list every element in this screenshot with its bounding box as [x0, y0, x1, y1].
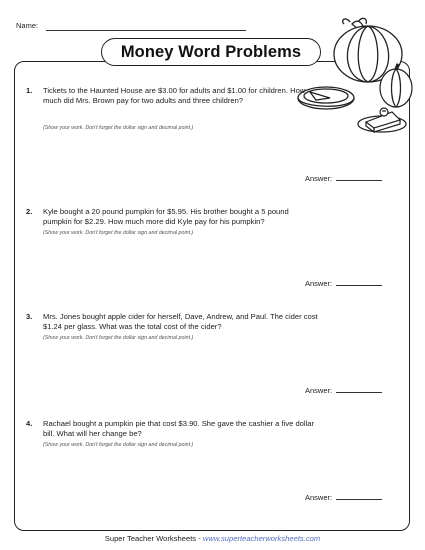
- autumn-illustration: [296, 12, 421, 142]
- problem-number: 3.: [26, 312, 33, 321]
- problem-number: 4.: [26, 419, 33, 428]
- answer-label: Answer:: [305, 174, 333, 183]
- footer: [0, 534, 425, 543]
- answer-row-2: [305, 279, 382, 288]
- answer-row-1: [305, 174, 382, 183]
- answer-row-4: [305, 493, 382, 502]
- problem-note: (Show your work. Don't forget the dollar sign and decimal point.): [43, 442, 194, 448]
- footer-url-link[interactable]: www.superteacherworksheets.com: [202, 534, 321, 543]
- problem-number: 2.: [26, 207, 33, 216]
- answer-label: Answer:: [305, 386, 333, 395]
- answer-line: [336, 174, 382, 181]
- footer-separator: -: [196, 534, 203, 543]
- footer-site-name: Super Teacher Worksheets: [104, 534, 197, 543]
- answer-line: [336, 493, 382, 500]
- answer-row-3: [305, 386, 382, 395]
- answer-line: [336, 386, 382, 393]
- problem-note: (Show your work. Don't forget the dollar sign and decimal point.): [43, 230, 194, 236]
- name-label: Name:: [16, 21, 39, 30]
- answer-label: Answer:: [305, 493, 333, 502]
- answer-line: [336, 279, 382, 286]
- problem-text: Kyle bought a 20 pound pumpkin for $5.95. His brother bought a 5 pound pumpkin for $2.29. How much more did Kyle pay for his pumpkin?: [43, 207, 289, 227]
- problem-note: (Show your work. Don't forget the dollar sign and decimal point.): [43, 125, 194, 131]
- problem-note: (Show your work. Don't forget the dollar sign and decimal point.): [43, 335, 194, 341]
- pie-slice-icon: [358, 108, 406, 132]
- problem-text: Mrs. Jones bought apple cider for herself, Dave, Andrew, and Paul. The cider cost $1.24 per glass. What was the total cost of the cider?: [43, 312, 318, 332]
- page-title: Money Word Problems: [101, 38, 321, 66]
- answer-label: Answer:: [305, 279, 333, 288]
- problem-number: 1.: [26, 86, 33, 95]
- name-line: [46, 30, 246, 31]
- problem-text: Rachael bought a pumpkin pie that cost $3.90. She gave the cashier a five dollar bill. What will her change be?: [43, 419, 315, 439]
- problem-text: Tickets to the Haunted House are $3.00 for adults and $1.00 for children. How much did Mrs. Brown pay for two adults and three children?: [43, 86, 306, 106]
